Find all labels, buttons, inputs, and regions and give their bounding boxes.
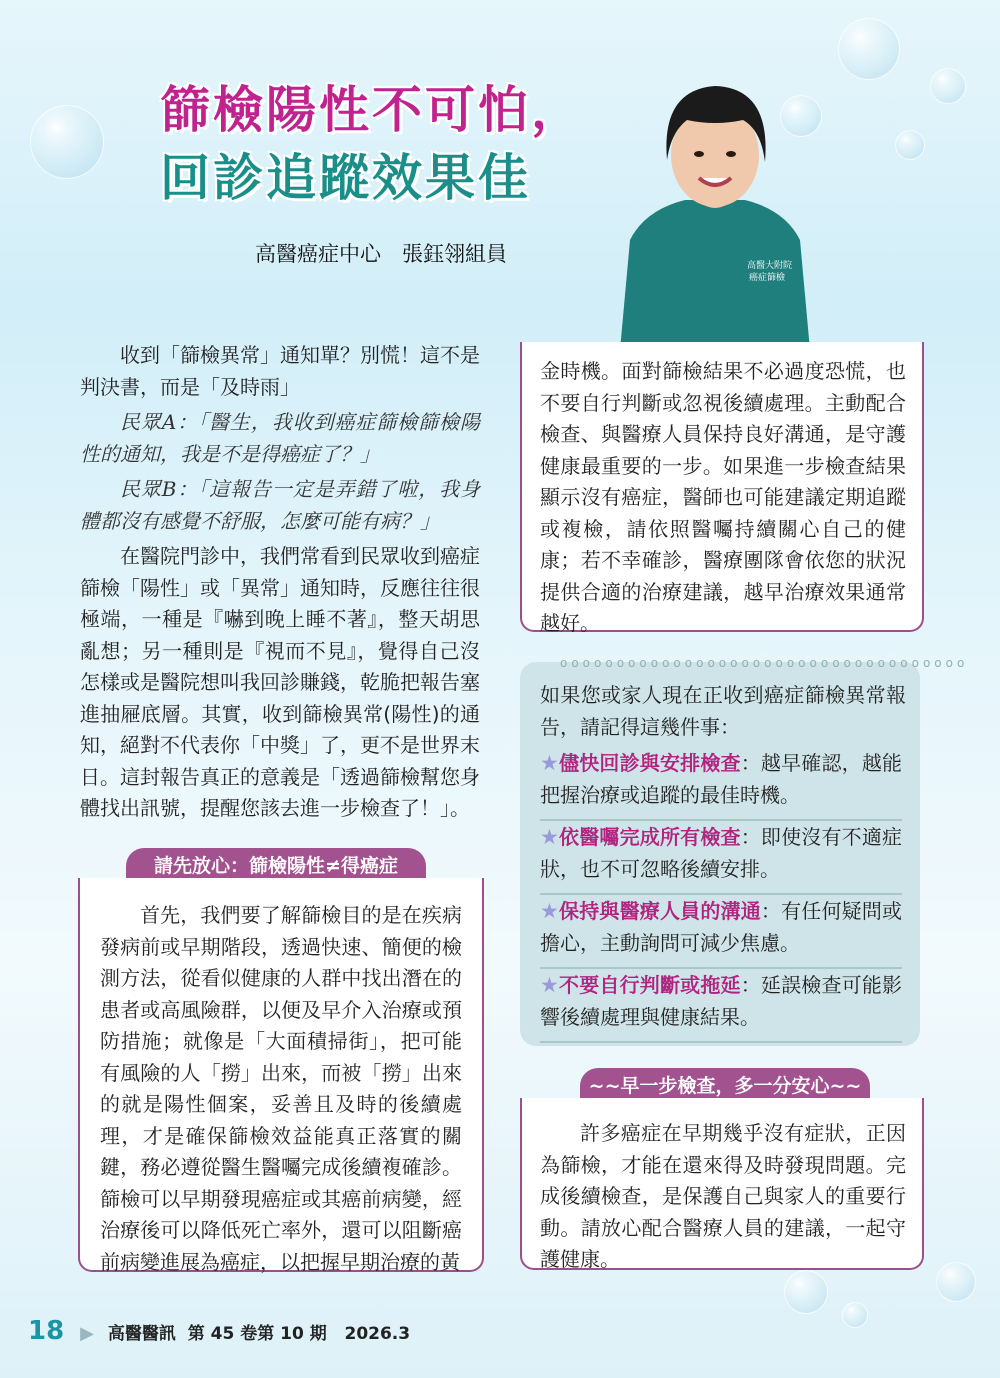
bubble-decoration: [936, 1262, 976, 1302]
star-icon: ★: [540, 825, 560, 849]
section-box-early-check: [520, 1098, 924, 1270]
continued-box: [520, 342, 924, 635]
author-byline: 高醫癌症中心 張鈺翎組員: [255, 242, 507, 266]
bubble-decoration: [895, 130, 925, 160]
checklist-note: [520, 656, 969, 1046]
article-title-line2: 回診追蹤效果佳: [160, 149, 531, 207]
publication-name: 高醫醫訊: [107, 1324, 176, 1344]
bubble-decoration: [838, 18, 900, 80]
checklist-item: [540, 970, 902, 1043]
dialog-b: 民眾B：「這報告一定是弄錯了啦，我身體都沒有感覺不舒服，怎麼可能有病？」: [80, 477, 480, 533]
bubble-decoration: [30, 105, 104, 179]
note-intro: 如果您或家人現在正收到癌症篩檢異常報告，請記得這幾件事：: [540, 683, 906, 739]
section-body-reassure: 首先，我們要了解篩檢目的是在疾病發病前或早期階段，透過快速、簡便的檢測方法，從看似健康的人群中找出潛在的患者或高風險群，以便及早介入治療或預防措施；就像是「大面積掃街」，把可能有風險的人「撈」出來，而被「撈」出來的就是陽性個案，妥善且及時的後續處理，才是確保篩檢效益能真正落實的關鍵，務必遵從醫生醫囑完成後續複確診。篩檢可以早期發現癌症或其癌前病變，經治療後可以降低死亡率外，還可以阻斷癌前病變進展為癌症，以把握早期治療的黃: [100, 903, 462, 1274]
bubble-decoration: [784, 1270, 828, 1314]
section-body-early-check: 許多癌症在早期幾乎沒有症狀，正因為篩檢，才能在還來得及時發現問題。完成後續檢查，是保護自己與家人的重要行動。請放心配合醫療人員的建議，一起守護健康。: [540, 1121, 906, 1271]
page-footer: [28, 1316, 410, 1346]
svg-text:高醫大附院: 高醫大附院: [747, 261, 793, 271]
item-text: ：有任何疑問或擔心，主動詢問可減少焦慮。: [540, 899, 903, 955]
dialog-a: 民眾A：「醫生，我收到癌症篩檢篩檢陽性的通知，我是不是得癌症了？」: [80, 410, 480, 466]
item-text: ：即使沒有不適症狀，也不可忽略後續安排。: [540, 825, 903, 881]
spiral-binding: oooooooooooooooooooooooooooooooooooo: [560, 656, 969, 670]
article-title-line1: 篩檢陽性不可怕，: [160, 81, 584, 139]
page-number: 18: [28, 1316, 65, 1346]
section-heading-early-check: ~~早一步檢查，多一分安心~~: [580, 1068, 870, 1104]
arrow-icon: ▶: [80, 1323, 94, 1344]
item-key: 不要自行判斷或拖延: [559, 973, 741, 997]
item-key: 保持與醫療人員的溝通: [559, 899, 761, 923]
section-box-reassure: [78, 878, 484, 1272]
checklist-item: [540, 822, 902, 895]
item-text: ：越早確認，越能把握治療或追蹤的最佳時機。: [540, 751, 903, 807]
item-key: 儘快回診與安排檢查: [559, 751, 741, 775]
continued-paragraph: 金時機。面對篩檢結果不必過度恐慌，也不要自行判斷或忽視後續處理。主動配合檢查、與醫療人員保持良好溝通，是守護健康最重要的一步。如果進一步檢查結果顯示沒有癌症，醫師也可能建議定期追蹤或複檢，請依照醫囑持續關心自己的健康；若不幸確診，醫療團隊會依您的狀況提供合適的治療建議，越早治療效果通常越好。: [540, 359, 906, 635]
item-text: ：延誤檢查可能影響後續處理與健康結果。: [540, 973, 903, 1029]
checklist-item: [540, 896, 902, 969]
author-portrait: [615, 70, 815, 350]
left-column: [80, 340, 480, 825]
item-key: 依醫囑完成所有檢查: [559, 825, 741, 849]
intro-paragraph: 收到「篩檢異常」通知單？別慌！這不是判決書，而是「及時雨」: [80, 343, 480, 399]
issue-info: 第 45 卷第 10 期: [187, 1324, 327, 1344]
bubble-decoration: [930, 68, 966, 104]
svg-text:癌症篩檢: 癌症篩檢: [749, 273, 786, 283]
star-icon: ★: [540, 973, 560, 997]
star-icon: ★: [540, 899, 560, 923]
section-heading-reassure: 請先放心：篩檢陽性≠得癌症: [126, 848, 426, 884]
issue-date: 2026.3: [344, 1324, 411, 1344]
star-icon: ★: [540, 751, 560, 775]
checklist-item: [540, 748, 902, 821]
bubble-decoration: [842, 1302, 868, 1328]
body-paragraph: 在醫院門診中，我們常看到民眾收到癌症篩檢「陽性」或「異常」通知時，反應往往很極端，一種是『嚇到晚上睡不著』，整天胡思亂想；另一種則是『視而不見』，覺得自己沒怎樣或是醫院想叫我回診賺錢，乾脆把報告塞進抽屜底層。其實，收到篩檢異常(陽性)的通知，絕對不代表你「中獎」了，更不是世界末日。這封報告真正的意義是「透過篩檢幫您身體找出訊號，提醒您該去進一步檢查了！」。: [80, 544, 480, 820]
